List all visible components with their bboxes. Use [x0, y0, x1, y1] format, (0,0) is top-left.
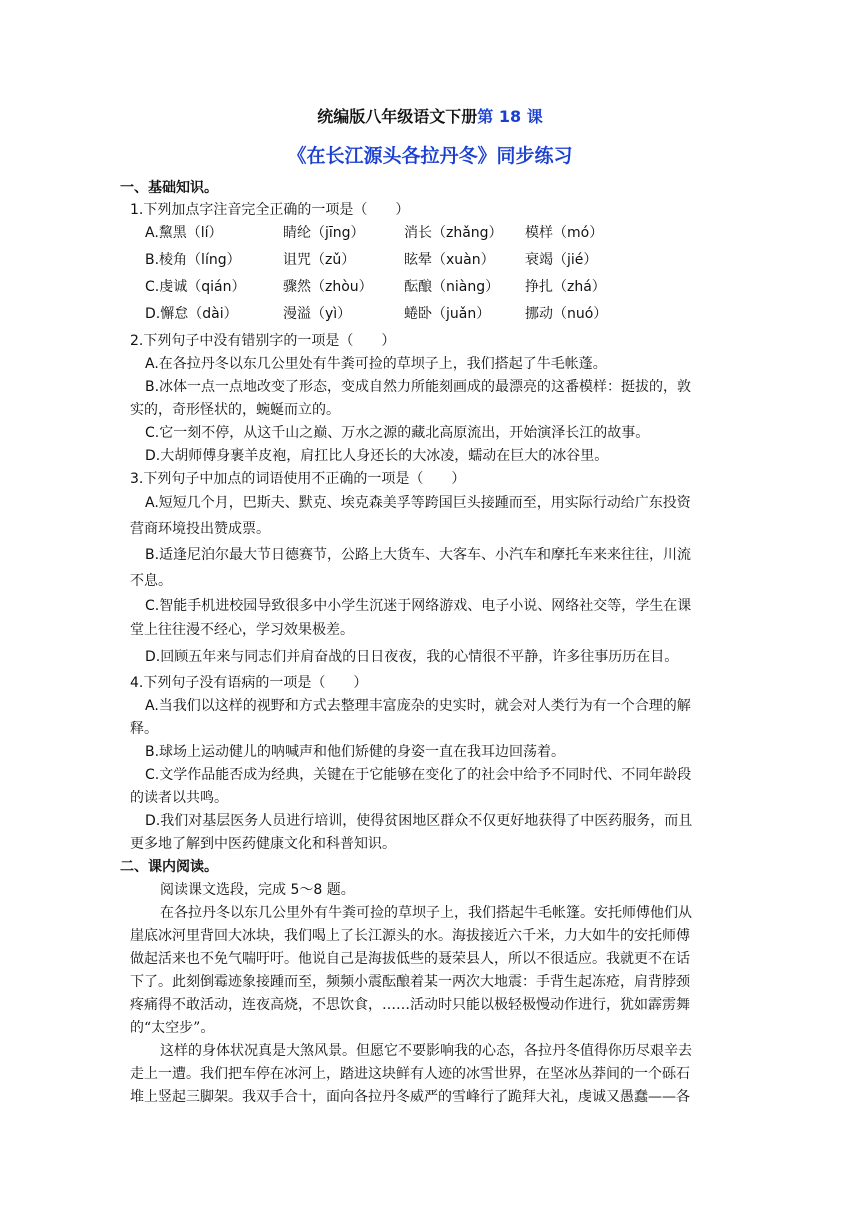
q2-line-2: B.冰体一点一点地改变了形态，变成自然力所能刻画成的最漂亮的这番模样：挺拔的，敦 [145, 379, 692, 395]
q4-line-3: B.球场上运动健儿的呐喊声和他们矫健的身姿一直在我耳边回荡着。 [145, 744, 566, 760]
q1-option-c2: 骤然（zhòu） [283, 279, 373, 295]
q2-line-3: 实的，奇形怪状的，蜿蜒而立的。 [130, 402, 340, 418]
passage-line-5: 疼痛得不敢活动，连夜高烧，不思饮食，……活动时只能以极轻极慢动作进行，犹如霹雳舞 [130, 997, 690, 1013]
q1-option-b4: 衰竭（jié） [525, 252, 598, 268]
q2-line-1: A.在各拉丹冬以东几公里处有牛粪可捡的草坝子上，我们搭起了牛毛帐蓬。 [145, 356, 607, 372]
passage-line-3: 做起活来也不免气喘吁吁。他说自己是海拔低些的聂荣县人，所以不很适应。我就更不在话 [130, 951, 690, 967]
q4-line-2: 释。 [130, 721, 158, 737]
passage-line-2: 崖底冰河里背回大冰块，我们喝上了长江源头的水。海拔接近六千米，力大如牛的安托师傅 [130, 928, 690, 944]
reading-intro: 阅读课文选段，完成 5～8 题。 [160, 882, 355, 898]
q1-option-b3: 眩晕（xuàn） [404, 252, 495, 268]
passage-line-7: 这样的身体状况真是大煞风景。但愿它不要影响我的心态，各拉丹冬值得你历尽艰辛去 [160, 1043, 692, 1059]
page-title: 《在长江源头各拉丹冬》同步练习 [287, 145, 573, 167]
q1-option-d3: 蜷卧（juǎn） [404, 306, 491, 322]
q4-line-4: C.文学作品能否成为经典，关键在于它能够在变化了的社会中给予不同时代、不同年龄段 [145, 767, 692, 783]
course-header [0, 106, 860, 128]
q1-option-d2: 漫溢（yì） [283, 306, 352, 322]
passage-line-4: 下了。此刻倒霉迹象接踵而至，频频小震酝酿着某一两次大地震：手背生起冻疮，肩背脖颈 [130, 974, 690, 990]
q3-line-2: 营商环境投出赞成票。 [130, 521, 270, 537]
q3-line-4: 不息。 [130, 573, 172, 589]
q1-option-b2: 诅咒（zǔ） [283, 252, 356, 268]
q3-stem: 3.下列句子中加点的词语使用不正确的一项是（ ） [130, 471, 466, 487]
q1-option-d1: D.懈怠（dài） [145, 306, 238, 322]
q1-stem: 1.下列加点字注音完全正确的一项是（ ） [130, 202, 410, 218]
q4-stem: 4.下列句子没有语病的一项是（ ） [130, 675, 368, 691]
q3-line-6: 堂上往往漫不经心，学习效果极差。 [130, 622, 354, 638]
passage-line-6: 的“太空步”。 [130, 1020, 215, 1036]
passage-line-8: 走上一遭。我们把车停在冰河上，踏进这块鲜有人迹的冰雪世界，在坚冰丛莽间的一个砾石 [130, 1066, 690, 1082]
q2-line-4: C.它一刻不停，从这千山之巅、万水之源的藏北高原流出，开始演泽长江的故事。 [145, 425, 650, 441]
section-heading-basics: 一、基础知识。 [120, 180, 218, 196]
q1-option-a2: 睛纶（jīng） [283, 225, 365, 241]
q1-option-b1: B.棱角（líng） [145, 252, 241, 268]
q3-line-5: C.智能手机进校园导致很多中小学生沉迷于网络游戏、电子小说、网络社交等，学生在课 [145, 598, 692, 614]
q2-line-5: D.大胡师傅身裹羊皮袍，肩扛比人身还长的大冰凌，蠕动在巨大的冰谷里。 [145, 448, 609, 464]
course-header-prefix: 统编版八年级语文下册 [317, 107, 478, 126]
q3-line-7: D.回顾五年来与同志们并肩奋战的日日夜夜，我的心情很不平静，许多往事历历在目。 [145, 649, 679, 665]
section-heading-reading: 二、课内阅读。 [120, 859, 218, 875]
q1-option-a4: 模样（mó） [525, 225, 604, 241]
q3-line-3: B.适逢尼泊尔最大节日德赛节，公路上大货车、大客车、小汽车和摩托车来来往往，川流 [145, 547, 692, 563]
q4-line-1: A.当我们以这样的视野和方式去整理丰富庞杂的史实时，就会对人类行为有一个合理的解 [145, 698, 691, 714]
q1-option-c3: 酝酿（niàng） [404, 279, 500, 295]
passage-line-1: 在各拉丹冬以东几公里外有牛粪可捡的草坝子上，我们搭起牛毛帐篷。安托师傅他们从 [160, 905, 692, 921]
q4-line-6: D.我们对基层医务人员进行培训，使得贫困地区群众不仅更好地获得了中医药服务，而且 [145, 813, 693, 829]
q4-line-5: 的读者以共鸣。 [130, 790, 228, 806]
q2-stem: 2.下列句子中没有错别字的一项是（ ） [130, 333, 396, 349]
q1-option-d4: 挪动（nuó） [525, 306, 608, 322]
q1-option-a1: A.黧黑（lí） [145, 225, 223, 241]
q4-line-7: 更多地了解到中医药健康文化和科普知识。 [130, 836, 396, 852]
q1-option-c1: C.虔诚（qián） [145, 279, 246, 295]
q1-option-c4: 挣扎（zhá） [525, 279, 606, 295]
passage-line-9: 堆上竖起三脚架。我双手合十，面向各拉丹冬威严的雪峰行了跪拜大礼，虔诚又愚蠢——各 [130, 1089, 690, 1105]
lesson-number: 第 18 课 [477, 107, 543, 126]
q3-line-1: A.短短几个月，巴斯夫、默克、埃克森美孚等跨国巨头接踵而至，用实际行动给广东投资 [145, 495, 691, 511]
q1-option-a3: 消长（zhǎng） [404, 225, 503, 241]
